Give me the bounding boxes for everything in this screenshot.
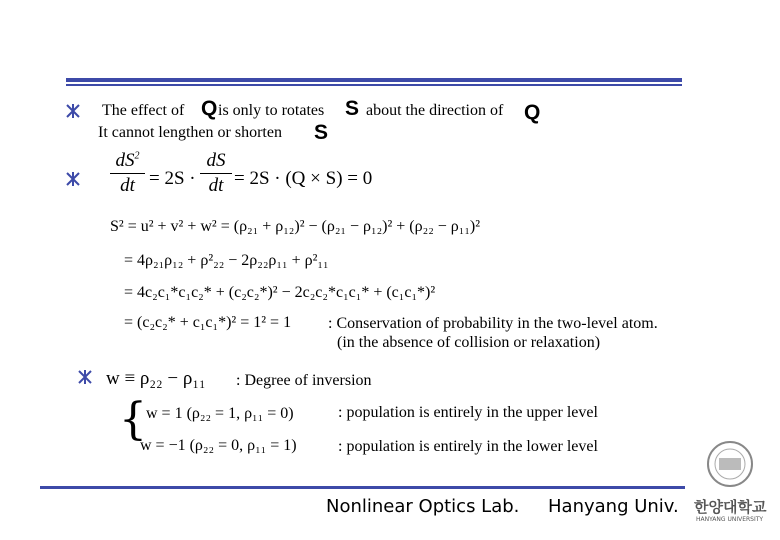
footer-university: Hanyang Univ. xyxy=(548,496,679,517)
case2-text: : population is entirely in the lower level xyxy=(338,438,598,455)
case1-text: : population is entirely in the upper level xyxy=(338,404,598,421)
inversion-label: : Degree of inversion xyxy=(236,372,372,389)
footer-lab: Nonlinear Optics Lab. xyxy=(326,496,520,517)
numerator: dS xyxy=(206,150,226,171)
s-squared-line-2: = 4ρ₂₁ρ₁₂ + ρ²₂₂ − 2ρ₂₂ρ₁₁ + ρ²₁₁ xyxy=(124,252,329,269)
bullet-icon xyxy=(66,172,80,186)
s-squared-line-1: S² = u² + v² + w² = (ρ₂₁ + ρ₁₂)² − (ρ₂₁ − ρ₁₂)² + (ρ₂₂ − ρ₁₁)² xyxy=(110,218,481,235)
inversion-definition: w ≡ ρ₂₂ − ρ₁₁ xyxy=(106,368,206,389)
bullet-icon xyxy=(66,104,80,118)
symbol-s: S xyxy=(314,121,329,144)
top-rule xyxy=(66,78,682,82)
line1-part1: The effect of xyxy=(102,102,185,119)
fraction-ds2-dt xyxy=(110,150,145,197)
bottom-rule xyxy=(40,486,685,489)
logo-subtitle: HANYANG UNIVERSITY xyxy=(696,516,764,523)
symbol-q: Q xyxy=(201,97,218,120)
bullet-icon xyxy=(78,370,92,384)
conservation-text: : Conservation of probability in the two-level atom. xyxy=(328,315,658,332)
equation-part: = 2S · xyxy=(149,168,196,189)
denominator: dt xyxy=(120,175,135,196)
symbol-s: S xyxy=(345,97,360,120)
numerator: dS xyxy=(115,150,135,171)
case2-equation: w = −1 (ρ₂₂ = 0, ρ₁₁ = 1) xyxy=(140,437,297,454)
equation-part: = 2S · (Q × S) = 0 xyxy=(234,168,373,189)
university-seal-logo xyxy=(705,436,755,492)
s-squared-line-4: = (c₂c₂* + c₁c₁*)² = 1² = 1 xyxy=(124,314,292,331)
top-rule-thin xyxy=(66,84,682,86)
exponent: 2 xyxy=(134,150,140,162)
symbol-q: Q xyxy=(524,101,541,124)
case1-equation: w = 1 (ρ₂₂ = 1, ρ₁₁ = 0) xyxy=(146,405,294,422)
line1-part3: about the direction of xyxy=(366,102,504,119)
s-squared-line-3: = 4c₂c₁*c₁c₂* + (c₂c₂*)² − 2c₂c₂*c₁c₁* + (c₁c₁*)² xyxy=(124,284,436,301)
denominator: dt xyxy=(208,175,224,196)
conservation-note: (in the absence of collision or relaxation) xyxy=(337,334,601,351)
fraction-ds-dt xyxy=(200,150,232,197)
left-brace: { xyxy=(119,394,147,445)
logo-wordmark: 한양대학교 xyxy=(694,498,767,516)
line1-part2: is only to rotates xyxy=(218,102,325,119)
line2-text: It cannot lengthen or shorten xyxy=(98,124,282,141)
